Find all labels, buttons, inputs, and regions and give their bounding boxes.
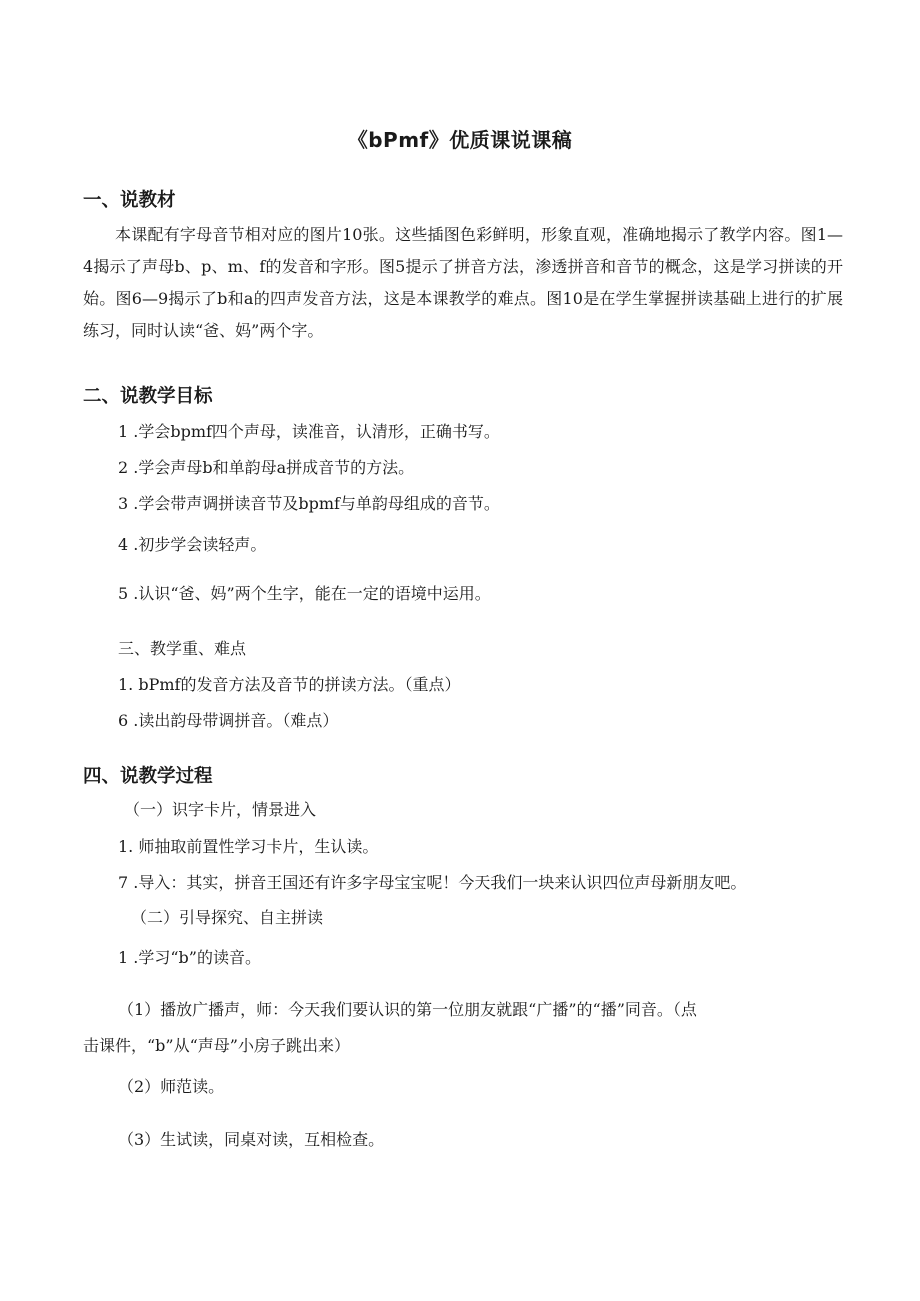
step-1-line-2: 击课件，“b”从“声母”小房子跳出来） xyxy=(83,1036,350,1055)
textbook-paragraph: 本课配有字母音节相对应的图片10张。这些插图色彩鲜明，形象直观，准确地揭示了教学内容。图1—4揭示了声母b、p、m、f的发音和字形。图5提示了拼音方法，渗透拼音和音节的概念，这是学习拼读的开始。图6—9揭示了b和a的四声发音方法，这是本课教学的难点。图10是在学生掌握拼读基础上进行的扩展练习，同时认读“爸、妈”两个字。 xyxy=(83,225,843,340)
document-title: 《bPmf》优质课说课稿 xyxy=(347,128,573,152)
process-subheading-2: （二）引导探究、自主拼读 xyxy=(131,908,324,927)
step-3: （3）生试读，同桌对读，互相检查。 xyxy=(118,1130,385,1149)
process-item-2: 7 .导入：其实，拼音王国还有许多字母宝宝呢！今天我们一块来认识四位声母新朋友吧。 xyxy=(118,873,747,892)
goal-item-1: 1 .学会bpmf四个声母，读准音，认清形，正确书写。 xyxy=(118,422,500,441)
step-2: （2）师范读。 xyxy=(118,1077,225,1096)
process-item-1: 1. 师抽取前置性学习卡片，生认读。 xyxy=(118,837,379,856)
section-heading-key-points: 三、教学重、难点 xyxy=(118,639,247,658)
section-heading-textbook: 一、说教材 xyxy=(83,190,176,211)
goal-item-3: 3 .学会带声调拼读音节及bpmf与单韵母组成的音节。 xyxy=(118,494,500,513)
goal-item-5: 5 .认识“爸、妈”两个生字，能在一定的语境中运用。 xyxy=(118,584,491,603)
process-subheading-1: （一）识字卡片，情景进入 xyxy=(124,800,317,819)
step-1-line-1: （1）播放广播声，师：今天我们要认识的第一位朋友就跟“广播”的“播”同音。（点 xyxy=(118,1000,697,1019)
section-heading-process: 四、说教学过程 xyxy=(83,766,213,787)
section-heading-goals: 二、说教学目标 xyxy=(83,386,213,407)
process-item-learn-b: 1 .学习“b”的读音。 xyxy=(118,948,261,967)
key-point-item-1: 1. bPmf的发音方法及音节的拼读方法。（重点） xyxy=(118,675,461,694)
key-point-item-2: 6 .读出韵母带调拼音。（难点） xyxy=(118,711,339,730)
goal-item-2: 2 .学会声母b和单韵母a拼成音节的方法。 xyxy=(118,458,415,477)
goal-item-4: 4 .初步学会读轻声。 xyxy=(118,535,267,554)
